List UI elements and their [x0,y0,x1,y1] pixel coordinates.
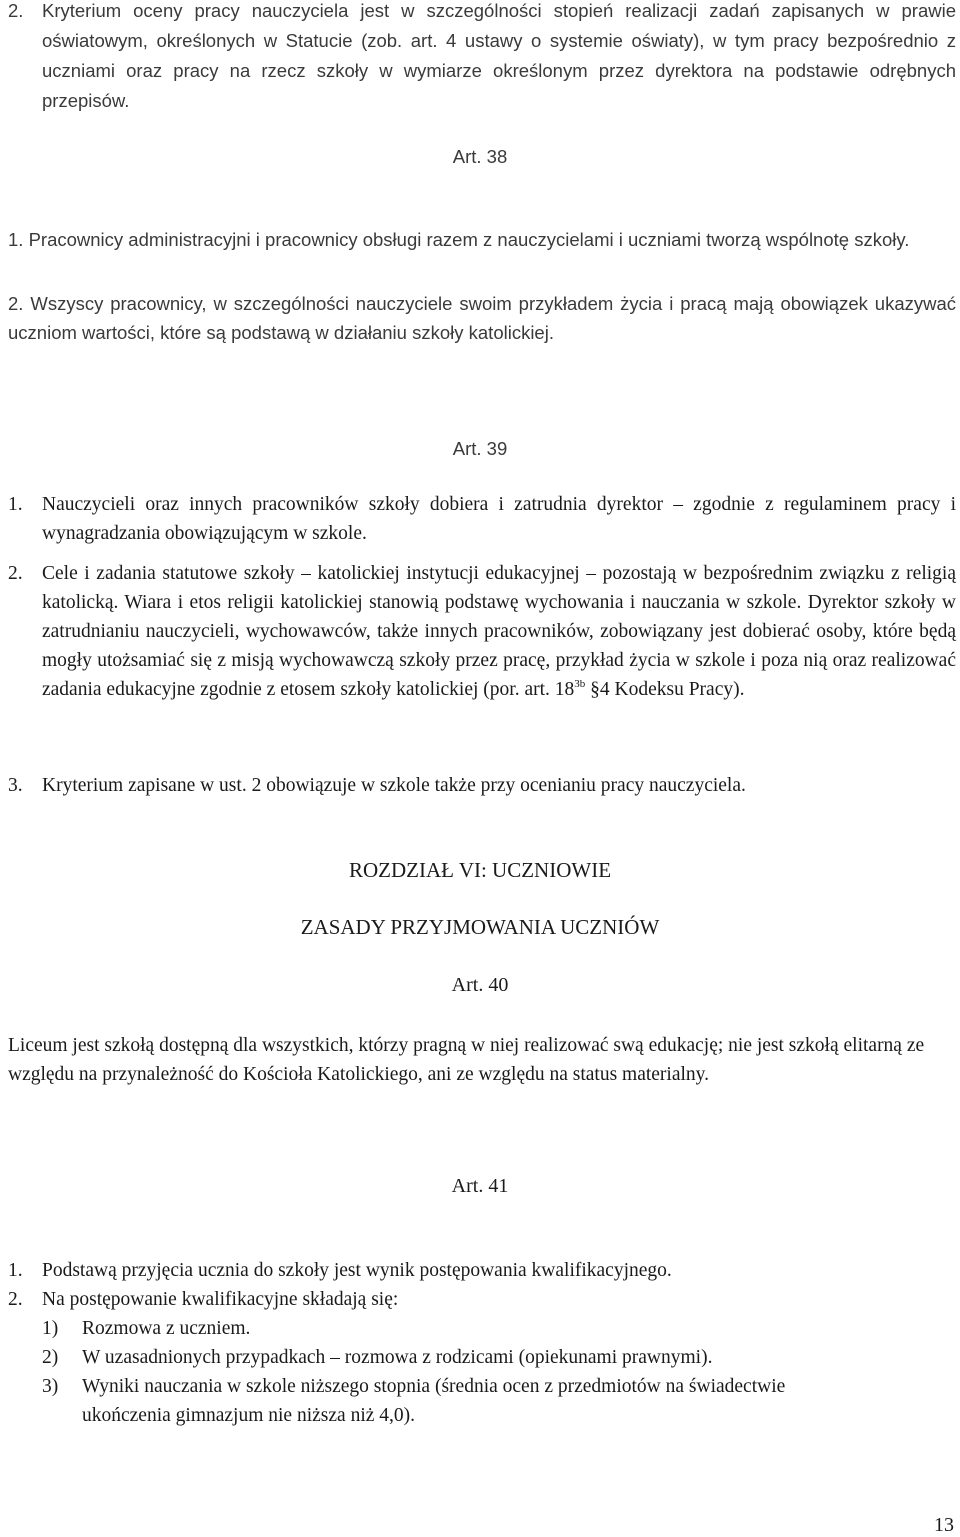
art39-title: Art. 39 [452,438,508,459]
art39-paragraph-3 [8,771,956,800]
list-item [42,1343,942,1372]
paragraph-text: Kryterium oceny pracy nauczyciela jest w szczególności stopień realizacji zadań zapisanych w prawie oświatowym, określonych w Statucie (zob. art. 4 ustawy o systemie oświaty), w tym pracy bezpośrednio z uczniami oraz pracy na rzecz szkoły w wymiarze określonym przez dyrektora na podstawie odrębnych przepisów. [42,0,956,111]
art41-title: Art. 41 [451,1175,509,1197]
art40-title: Art. 40 [451,974,509,996]
paragraph-text-main: Cele i zadania statutowe szkoły – katolickiej instytucji edukacyjnej – pozostają w bezpośrednim związku z religią katolicką. Wiara i etos religii katolickiej stanowią podstawę wychowania i nauczania w szkole. Dyrektor szkoły w zatrudnianiu nauczycieli, wychowawców, także innych pracowników, zobowiązany jest dobierać osoby, które będą mogły utożsamiać się z misją wychowawczą szkoły przez pracę, przykład życia w szkole i poza nią oraz realizować zadania edukacyjne zgodnie z etosem szkoły katolickiej (por. art. 18 [42,563,956,700]
paragraph-text: Na postępowanie kwalifikacyjne składają się: [42,1289,399,1310]
art38-paragraph-2 [8,289,956,347]
chapter-subtitle: ZASADY PRZYJMOWANIA UCZNIÓW [300,915,660,939]
paragraph-text: Kryterium zapisane w ust. 2 obowiązuje w szkole także przy ocenianiu pracy nauczyciela. [42,775,746,796]
paragraph-text [8,559,956,704]
paragraph-number: 2. [8,1289,23,1310]
paragraph-number: 1. [8,229,24,250]
list-item [42,1372,872,1430]
paragraph-text: Wszyscy pracownicy, w szczególności nauczyciele swoim przykładem życia i pracą mają obowiązek ukazywać uczniom wartości, które są podstawą w działaniu szkoły katolickiej. [8,293,957,343]
art40-paragraph: Liceum jest szkołą dostępną dla wszystkich, którzy pragną w niej realizować swą edukację; nie jest szkołą elitarną ze względu na przynależność do Kościoła Katolickiego, ani ze względu na status materialny. [8,1035,925,1085]
paragraph-number: 2. [8,293,24,314]
superscript: 3b [574,678,586,690]
list-item-text: Wyniki nauczania w szkole niższego stopnia (średnia ocen z przedmiotów na świadectwie ukończenia gimnazjum nie niższa niż 4,0). [82,1376,786,1426]
paragraph-number: 3. [8,775,23,796]
paragraph-number: 1. [8,1260,23,1281]
paragraph-number: 1. [8,494,23,515]
list-item-number: 1) [42,1318,59,1339]
paragraph-text: Podstawą przyjęcia ucznia do szkoły jest wynik postępowania kwalifikacyjnego. [42,1260,672,1281]
art41-paragraph-1 [8,1256,956,1285]
list-item [42,1314,942,1343]
list-item-text: Rozmowa z uczniem. [82,1318,251,1339]
art37-paragraph-2 [8,0,956,116]
list-item-number: 3) [42,1376,59,1397]
art39-paragraph-1 [8,490,956,548]
paragraph-text: Pracownicy administracyjni i pracownicy obsługi razem z nauczycielami i uczniami tworzą wspólnotę szkoły. [28,229,910,250]
list-item-number: 2) [42,1347,59,1368]
art38-paragraph-1 [8,225,956,254]
chapter-title: ROZDZIAŁ VI: UCZNIOWIE [348,858,612,882]
art38-title: Art. 38 [452,146,508,167]
paragraph-number: 2. [8,0,24,21]
art39-paragraph-2 [8,559,956,704]
paragraph-text: Nauczycieli oraz innych pracowników szkoły dobiera i zatrudnia dyrektor – zgodnie z regulaminem pracy i wynagradzania obowiązującym w szkole. [42,494,956,544]
page-number: 13 [934,1514,954,1536]
paragraph-number: 2. [8,563,23,584]
art41-paragraph-2 [8,1285,956,1314]
list-item-text: W uzasadnionych przypadkach – rozmowa z rodzicami (opiekunami prawnymi). [82,1347,713,1368]
paragraph-text-tail: §4 Kodeksu Pracy). [585,679,745,700]
